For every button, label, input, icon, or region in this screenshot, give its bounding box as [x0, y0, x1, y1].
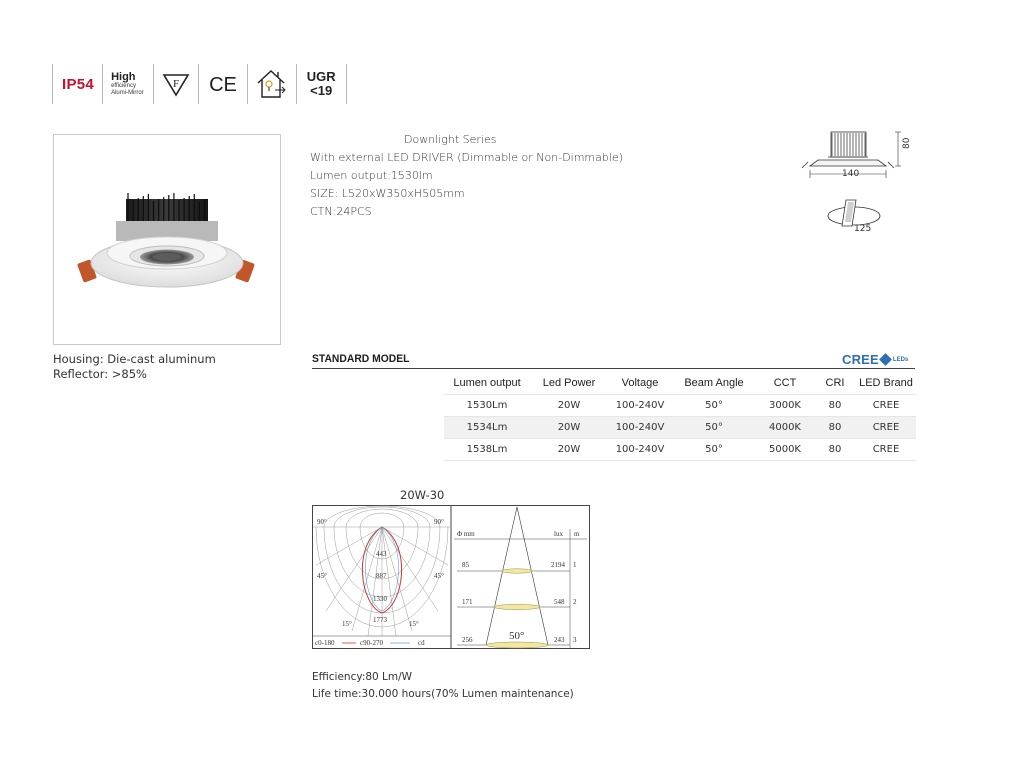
table-cell: CREE — [856, 416, 916, 438]
reflector-note: Reflector: >85% — [53, 367, 147, 381]
lifetime-note: Life time:30.000 hours(70% Lumen maintenance) — [312, 688, 574, 700]
table-header-row — [444, 372, 916, 394]
polar-ring-label: 1773 — [373, 616, 387, 624]
table-cell: 5000K — [756, 438, 814, 460]
legend-cd: cd — [418, 639, 425, 647]
cone-meter: 1 — [573, 561, 577, 569]
efficiency-title: High — [111, 71, 136, 83]
legend-c0: c0-180 — [315, 639, 335, 647]
divider — [312, 368, 915, 369]
polar-angle-90-right: 90° — [434, 518, 444, 526]
certification-strip — [52, 64, 347, 104]
lumen-output-info: Lumen output:1530lm — [310, 169, 433, 182]
driver-info: With external LED DRIVER (Dimmable or Non-Dimmable) — [310, 151, 623, 164]
high-efficiency-badge — [103, 64, 153, 104]
cree-logo-word: CREE — [842, 352, 879, 367]
column-header: Lumen output — [453, 376, 521, 389]
table-cell: 1530Lm — [444, 394, 530, 416]
cone-lux: 548 — [554, 598, 565, 606]
series-title: Downlight Series — [404, 133, 497, 146]
column-header: CRI — [825, 376, 845, 389]
polar-ring-label: 887 — [376, 572, 387, 580]
table-cell: 20W — [530, 394, 608, 416]
table-cell: 80 — [814, 438, 856, 460]
product-description — [310, 131, 623, 221]
housing-note: Housing: Die-cast aluminum — [53, 352, 216, 366]
column-header: LED Brand — [859, 376, 913, 389]
cutout-dimension: 125 — [854, 224, 872, 234]
table-cell: 80 — [814, 394, 856, 416]
cone-diameter: 85 — [462, 561, 469, 569]
table-cell: 100-240V — [608, 416, 672, 438]
cone-meter: 2 — [573, 598, 577, 606]
polar-angle-45-right: 45° — [434, 572, 444, 580]
table-cell: CREE — [856, 438, 916, 460]
indoor-house-icon — [248, 64, 296, 104]
cree-logo-suffix: LEDs — [892, 356, 909, 363]
product-photo — [53, 134, 281, 345]
material-notes — [53, 352, 216, 382]
efficiency-note: Efficiency:80 Lm/W — [312, 671, 413, 683]
cone-beam-angle: 50° — [509, 630, 525, 642]
column-header: CCT — [773, 376, 797, 389]
photometric-diagram — [312, 505, 590, 650]
polar-angle-15-left: 15° — [342, 620, 352, 628]
polar-angle-45-left: 45° — [317, 572, 327, 580]
cree-diamond-icon — [879, 353, 892, 366]
ce-mark-icon — [199, 64, 247, 104]
downlight-image — [54, 135, 280, 344]
table-cell: 20W — [530, 416, 608, 438]
table-cell: 50° — [672, 394, 756, 416]
ip-rating-badge: IP54 — [62, 75, 95, 93]
cone-header-diameter: Φ mm — [457, 530, 475, 538]
table-cell: 20W — [530, 438, 608, 460]
cone-meter: 3 — [573, 636, 577, 644]
polar-angle-90-left: 90° — [317, 518, 327, 526]
height-dimension: 80 — [902, 137, 912, 149]
cone-diameter: 171 — [462, 598, 473, 606]
cutout-drawing — [824, 196, 894, 236]
ce-mark-label: CE — [208, 74, 237, 96]
polar-ring-label: 443 — [376, 550, 387, 558]
table-row — [444, 394, 916, 416]
cone-lux: 2194 — [551, 561, 565, 569]
table-cell: CREE — [856, 394, 916, 416]
standard-model-table — [444, 372, 916, 461]
legend-c90: c90-270 — [360, 639, 383, 647]
cree-logo — [842, 352, 908, 367]
table-cell: 1538Lm — [444, 438, 530, 460]
ugr-badge — [297, 64, 346, 104]
polar-angle-15-right: 15° — [409, 620, 419, 628]
cone-diameter: 256 — [462, 636, 473, 644]
polar-ring-label: 1330 — [373, 595, 387, 603]
carton-quantity-info: CTN:24PCS — [310, 205, 372, 218]
efficiency-line2: Alumi-Mirror — [111, 90, 144, 96]
table-row — [444, 416, 916, 438]
table-cell: 100-240V — [608, 438, 672, 460]
table-cell: 3000K — [756, 394, 814, 416]
ugr-label: UGR — [306, 69, 336, 84]
ugr-value: <19 — [310, 83, 333, 98]
table-cell: 100-240V — [608, 394, 672, 416]
divider — [346, 64, 347, 104]
table-row — [444, 438, 916, 460]
column-header: Led Power — [542, 376, 596, 389]
table-cell: 50° — [672, 438, 756, 460]
f-mark-icon — [154, 64, 198, 104]
f-mark-label: F — [172, 78, 179, 90]
width-dimension: 140 — [842, 169, 860, 179]
cone-lux: 243 — [554, 636, 565, 644]
table-cell: 1534Lm — [444, 416, 530, 438]
photometric-title: 20W-30 — [400, 488, 445, 502]
cone-header-m: m — [574, 530, 580, 538]
standard-model-title: STANDARD MODEL — [312, 353, 410, 365]
performance-notes — [312, 669, 574, 703]
carton-size-info: SIZE: L520xW350xH505mm — [310, 187, 465, 200]
efficiency-line1: efficiency — [111, 83, 136, 89]
table-cell: 50° — [672, 416, 756, 438]
dimension-drawing — [798, 128, 912, 184]
table-cell: 4000K — [756, 416, 814, 438]
table-cell: 80 — [814, 416, 856, 438]
cone-header-lux: lux — [554, 530, 563, 538]
column-header: Voltage — [621, 376, 659, 389]
column-header: Beam Angle — [684, 376, 744, 389]
